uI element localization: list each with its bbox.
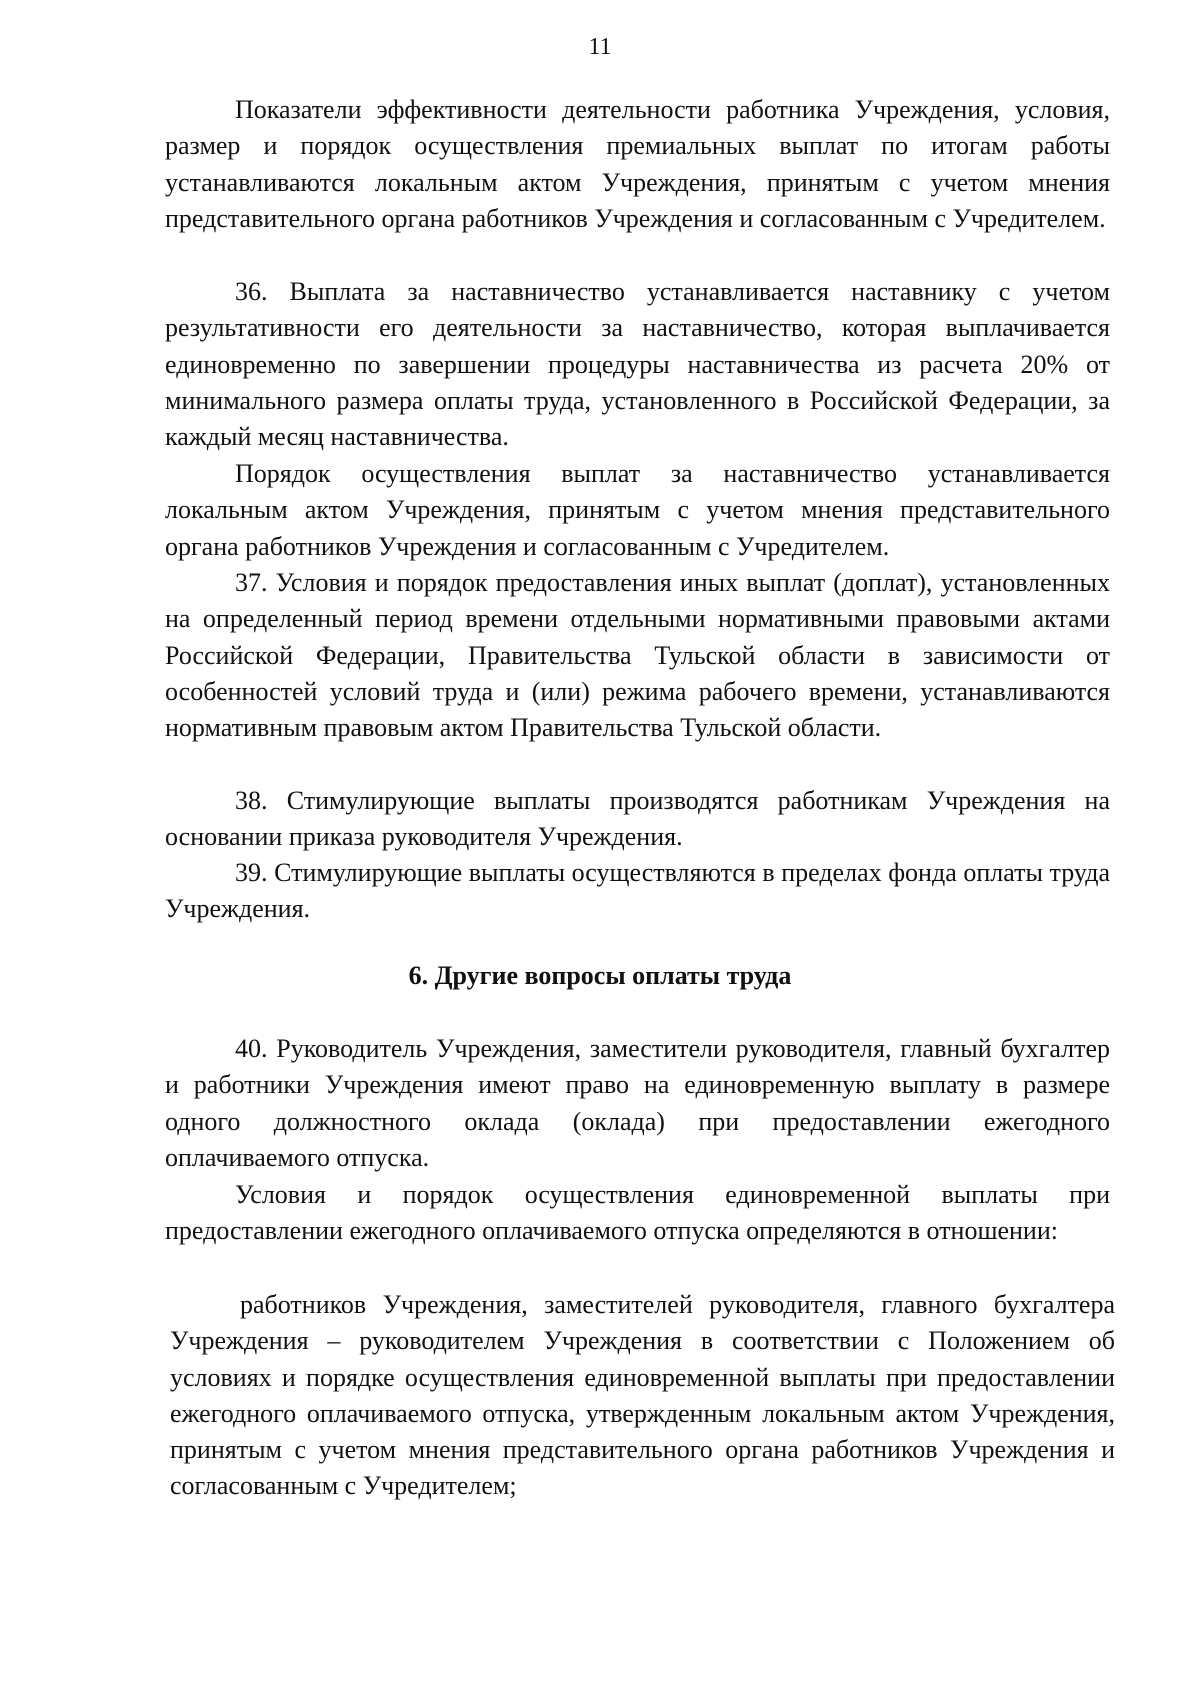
paragraph-37-other-payments: 37. Условия и порядок предоставления иных выплат (доплат), установленных на определенный период времени отдельными нормативными правовыми актами Российской Федерации, Правительства Тульской области в зависимости от особенностей условий труда и (или) режима рабочего времени, устанавливаются нормативным правовым актом Правительства Тульской области.: [165, 568, 1110, 743]
page-number: 11: [588, 34, 612, 60]
paragraph-39-payroll-fund: 39. Стимулирующие выплаты осуществляются в пределах фонда оплаты труда Учреждения.: [165, 858, 1110, 924]
paragraph-performance-indicators: Показатели эффективности деятельности работника Учреждения, условия, размер и порядок осуществления премиальных выплат по итогам работы устанавливаются локальным актом Учреждения, принятым с учетом мнения представительного органа работников Учреждения и согласованным с Учредителем.: [165, 95, 1110, 233]
paragraph-employees-procedure: работников Учреждения, заместителей руководителя, главного бухгалтера Учреждения – руководителем Учреждения в соответствии с Положением об условиях и порядке осуществления единовременной выплаты при предоставлении ежегодного оплачиваемого отпуска, утвержденным локальным актом Учреждения, принятым с учетом мнения представительного органа работников Учреждения и согласованным с Учредителем;: [170, 1290, 1115, 1501]
paragraph-38-incentive-payments: 38. Стимулирующие выплаты производятся работникам Учреждения на основании приказа руководителя Учреждения.: [165, 786, 1110, 852]
paragraph-mentorship-procedure: Порядок осуществления выплат за наставничество устанавливается локальным актом Учреждения, принятым с учетом мнения представительного органа работников Учреждения и согласованным с Учредителем.: [165, 459, 1110, 561]
paragraph-payment-conditions: Условия и порядок осуществления единовременной выплаты при предоставлении ежегодного оплачиваемого отпуска определяются в отношении:: [165, 1180, 1110, 1246]
section-heading: 6. Другие вопросы оплаты труда: [408, 961, 792, 990]
paragraph-36-mentorship-payment: 36. Выплата за наставничество устанавливается наставнику с учетом результативности его деятельности за наставничество, которая выплачивается единовременно по завершении процедуры наставничества из расчета 20% от минимального размера оплаты труда, установленного в Российской Федерации, за каждый месяц наставничества.: [165, 277, 1110, 452]
paragraph-40-lump-sum-payment: 40. Руководитель Учреждения, заместители руководителя, главный бухгалтер и работники Учреждения имеют право на единовременную выплату в размере одного должностного оклада (оклада) при предоставлении ежегодного оплачиваемого отпуска.: [165, 1034, 1110, 1172]
